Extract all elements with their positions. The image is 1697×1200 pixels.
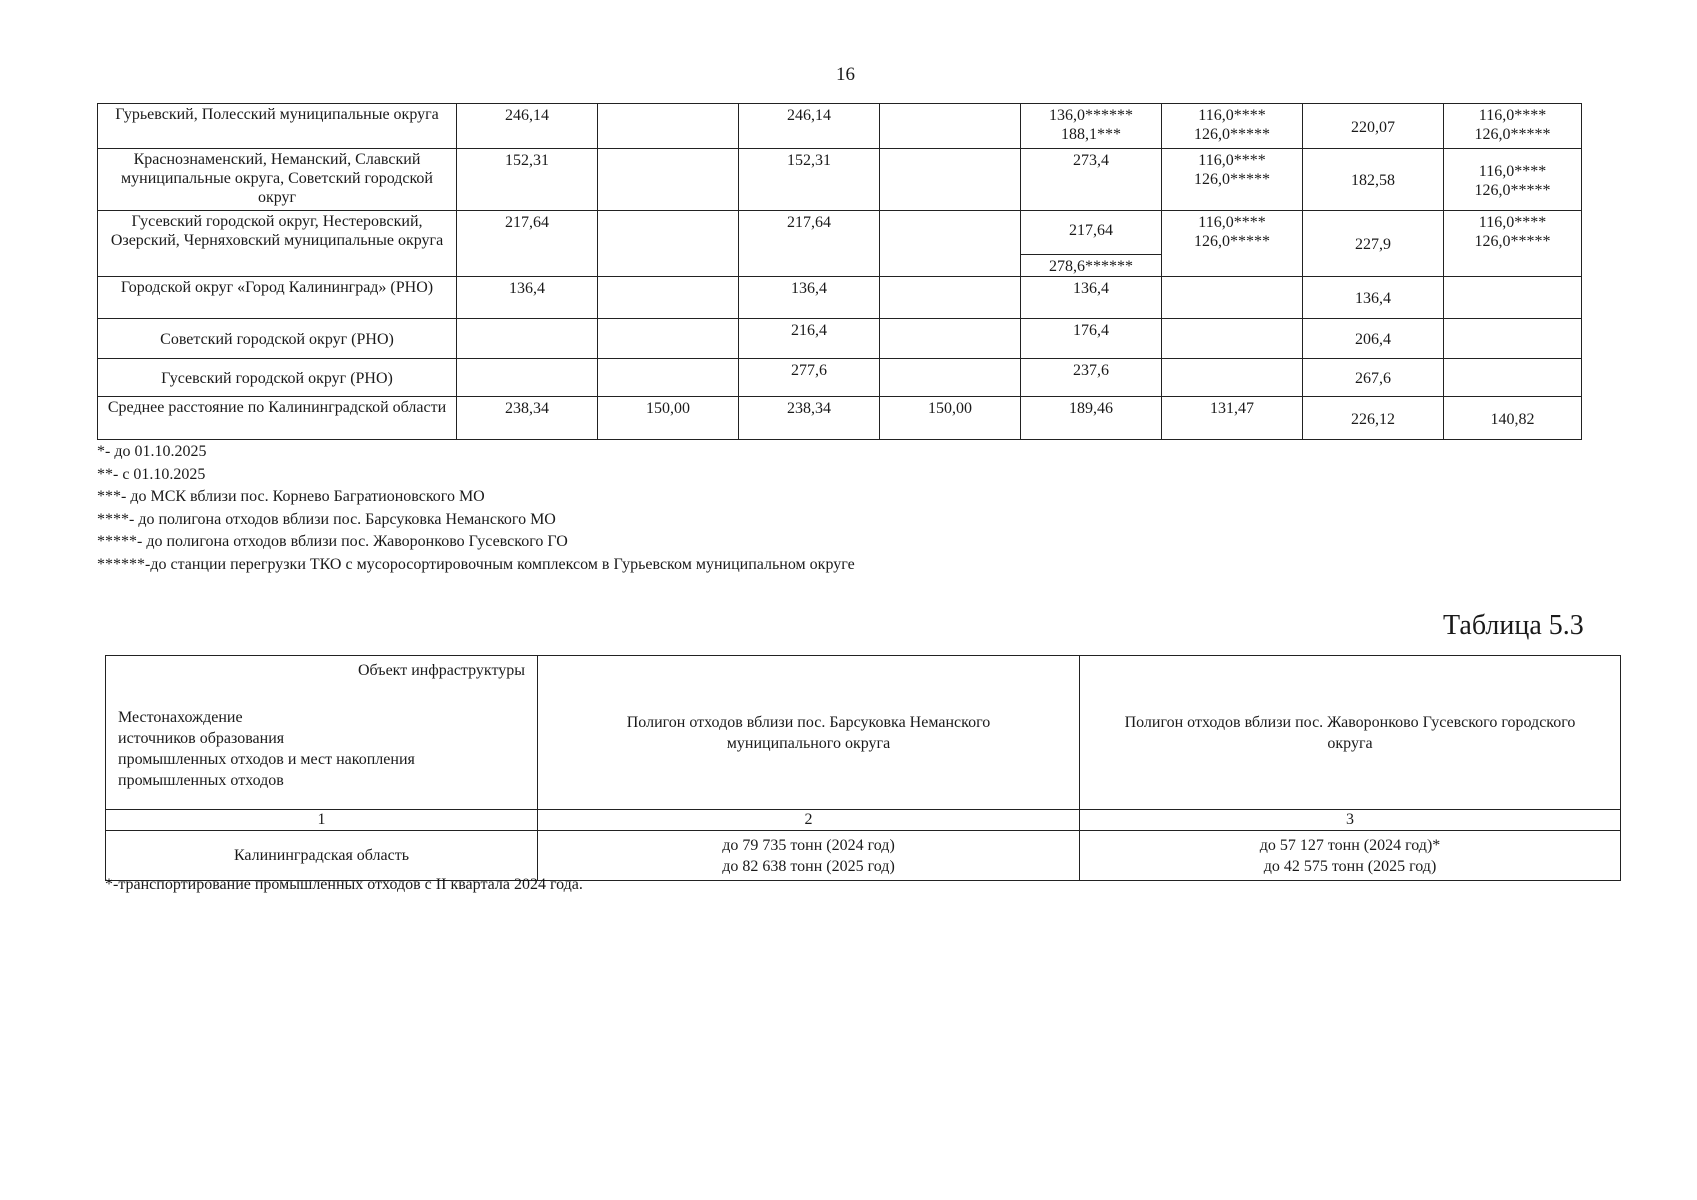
table-row	[98, 397, 1582, 440]
cell	[1162, 319, 1303, 359]
cell-line: 116,0****	[1198, 107, 1266, 124]
cell-line: до 42 575 тонн (2025 год)	[1263, 858, 1437, 875]
cell	[1162, 359, 1303, 397]
cell: 217,64	[457, 211, 598, 277]
cell	[1162, 104, 1303, 149]
cell	[880, 104, 1021, 149]
footnote: ****- до полигона отходов вблизи пос. Барсуковка Неманского МО	[97, 510, 556, 528]
cell: 277,6	[739, 359, 880, 397]
cell-line: 116,0****	[1198, 214, 1266, 231]
cell	[880, 277, 1021, 319]
row-name: Городской округ «Город Калининград» (РНО)	[98, 277, 457, 319]
cell-line: до 79 735 тонн (2024 год)	[722, 837, 895, 854]
table-caption: Таблица 5.3	[1443, 610, 1584, 641]
footnote: *****- до полигона отходов вблизи пос. Жаворонково Гусевского ГО	[97, 533, 568, 550]
cell	[457, 319, 598, 359]
cell	[598, 104, 739, 149]
cell: 267,6	[1303, 359, 1444, 397]
cell-line: 126,0*****	[1194, 126, 1270, 143]
cell: 237,6	[1021, 359, 1162, 397]
cell	[1444, 149, 1582, 211]
header-line: Местонахождение	[118, 709, 243, 726]
distance-table	[97, 103, 1582, 440]
cell	[1021, 211, 1162, 277]
cell-line: 116,0****	[1198, 152, 1266, 169]
cell-line: до 57 127 тонн (2024 год)*	[1259, 837, 1441, 854]
cell: 246,14	[739, 104, 880, 149]
page-number: 16	[836, 64, 855, 85]
row-name: Гурьевский, Полесский муниципальные округа	[98, 104, 457, 149]
index-row	[106, 810, 1621, 831]
table-row	[98, 211, 1582, 277]
cell	[880, 149, 1021, 211]
cell	[598, 211, 739, 277]
cell	[457, 359, 598, 397]
cell: 273,4	[1021, 149, 1162, 211]
footnote: **- с 01.10.2025	[97, 465, 206, 483]
cell	[598, 277, 739, 319]
cell-line: до 82 638 тонн (2025 год)	[722, 858, 895, 875]
cell: 246,14	[457, 104, 598, 149]
cell-line: 126,0*****	[1474, 126, 1551, 143]
footnote: ***- до МСК вблизи пос. Корнево Багратионовского МО	[97, 488, 485, 505]
column-header-zhavoronkovo: Полигон отходов вблизи пос. Жаворонково Гусевского городского округа	[1080, 656, 1621, 810]
cell: 189,46	[1021, 397, 1162, 440]
cell: 136,4	[1303, 277, 1444, 319]
cell	[880, 319, 1021, 359]
cell: 216,4	[739, 319, 880, 359]
cell-line: 136,0******	[1049, 107, 1133, 124]
cell-line: 126,0*****	[1474, 181, 1551, 199]
cell-line: 116,0****	[1478, 214, 1547, 231]
row-name: Среднее расстояние по Калининградской области	[98, 397, 457, 440]
cell-line: 116,0****	[1478, 162, 1547, 180]
table-row	[98, 104, 1582, 149]
index-cell: 2	[538, 810, 1080, 831]
cell: 136,4	[1021, 277, 1162, 319]
cell: 238,34	[739, 397, 880, 440]
table-row	[106, 831, 1621, 881]
cell-line: 116,0****	[1478, 107, 1547, 124]
industrial-waste-table	[105, 655, 1621, 881]
row-name: Краснознаменский, Неманский, Славский муниципальные округа, Советский городской округ	[98, 149, 457, 211]
table-footnote: *-транспортирование промышленных отходов с II квартала 2024 года.	[105, 876, 583, 893]
footnotes	[97, 441, 855, 576]
cell: 131,47	[1162, 397, 1303, 440]
cell	[1162, 277, 1303, 319]
cell-line: 217,64	[1021, 211, 1161, 255]
cell	[598, 149, 739, 211]
cell-line: 278,6******	[1049, 258, 1133, 275]
cell	[538, 831, 1080, 881]
cell	[880, 211, 1021, 277]
cell: 140,82	[1444, 397, 1582, 440]
cell	[1444, 211, 1582, 277]
cell-line: 126,0*****	[1194, 233, 1270, 250]
index-cell: 3	[1080, 810, 1621, 831]
region-cell: Калининградская область	[106, 831, 538, 881]
table-row	[98, 149, 1582, 211]
cell	[598, 319, 739, 359]
cell: 136,4	[457, 277, 598, 319]
cell	[1162, 211, 1303, 277]
cell: 206,4	[1303, 319, 1444, 359]
cell: 220,07	[1303, 104, 1444, 149]
footnote: ******-до станции перегрузки ТКО с мусоросортировочным комплексом в Гурьевском муниципальном округе	[97, 555, 855, 573]
cell	[1021, 104, 1162, 149]
row-name: Советский городской округ (РНО)	[98, 319, 457, 359]
footnote: *- до 01.10.2025	[97, 443, 207, 460]
row-name: Гусевский городской округ, Нестеровский, Озерский, Черняховский муниципальные округа	[98, 211, 457, 277]
cell: 136,4	[739, 277, 880, 319]
column-header-barsukovka: Полигон отходов вблизи пос. Барсуковка Неманского муниципального округа	[538, 656, 1080, 810]
cell: 152,31	[739, 149, 880, 211]
header-row	[106, 656, 1621, 810]
location-header	[106, 681, 537, 809]
cell	[598, 359, 739, 397]
cell	[1444, 359, 1582, 397]
cell	[1162, 149, 1303, 211]
cell: 182,58	[1303, 149, 1444, 211]
cell: 217,64	[739, 211, 880, 277]
cell-line: 188,1***	[1061, 126, 1121, 143]
header-line: источников образования	[118, 730, 285, 747]
cell: 238,34	[457, 397, 598, 440]
cell-line: 126,0*****	[1194, 171, 1270, 188]
cell: 152,31	[457, 149, 598, 211]
cell	[1080, 831, 1621, 881]
corner-header	[106, 656, 538, 810]
object-header: Объект инфраструктуры	[358, 662, 525, 679]
cell: 150,00	[598, 397, 739, 440]
table-row	[98, 359, 1582, 397]
table-row	[98, 319, 1582, 359]
header-line: промышленных отходов и мест накопления	[118, 751, 415, 768]
cell: 150,00	[880, 397, 1021, 440]
cell: 226,12	[1303, 397, 1444, 440]
table-row	[98, 277, 1582, 319]
row-name: Гусевский городской округ (РНО)	[98, 359, 457, 397]
cell	[1444, 104, 1582, 149]
header-line: промышленных отходов	[118, 772, 284, 789]
cell-line: 126,0*****	[1474, 233, 1551, 250]
index-cell: 1	[106, 810, 538, 831]
cell: 227,9	[1303, 211, 1444, 277]
cell	[880, 359, 1021, 397]
cell	[1444, 277, 1582, 319]
cell: 176,4	[1021, 319, 1162, 359]
cell	[1444, 319, 1582, 359]
